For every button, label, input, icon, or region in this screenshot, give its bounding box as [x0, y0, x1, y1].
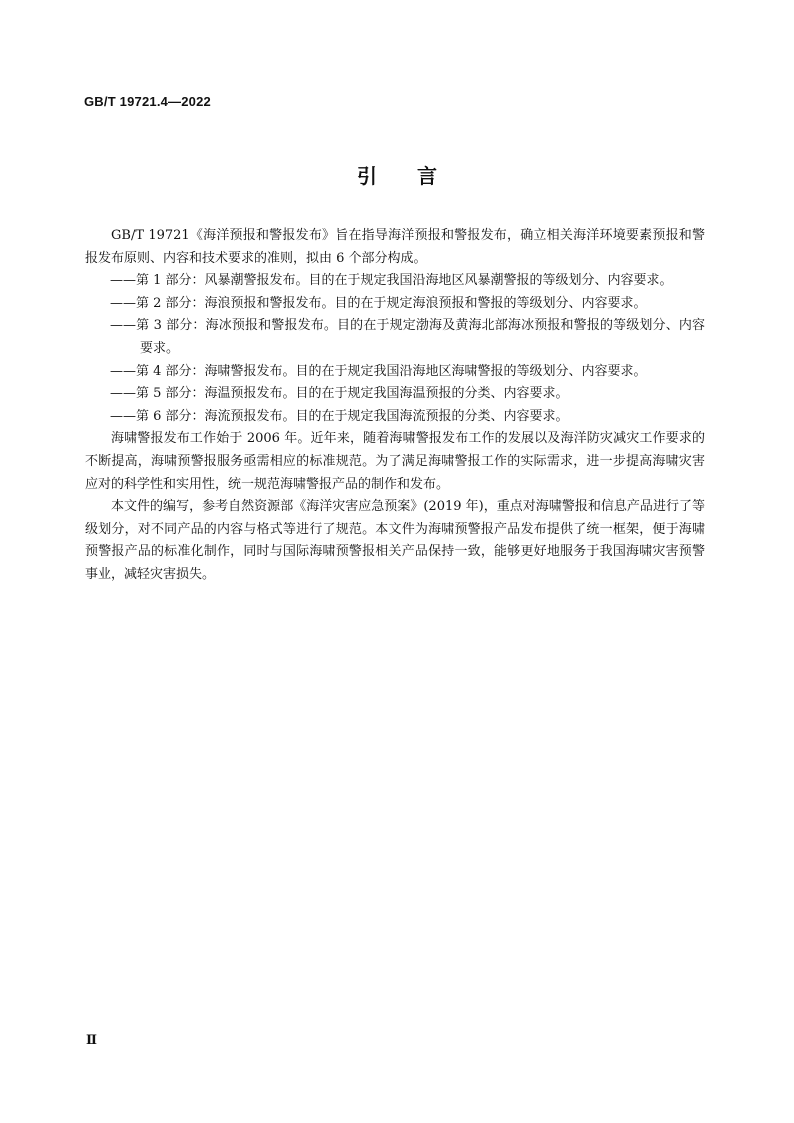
page-title-char-2: 言 [417, 164, 437, 188]
page-number: Ⅱ [86, 1033, 97, 1048]
purpose-paragraph: 本文件的编写，参考自然资源部《海洋灾害应急预案》(2019 年)，重点对海啸警报和信息产品进行了等级划分，对不同产品的内容与格式等进行了规范。本文件为海啸预警报产品发布提供了统一框架，便于海啸预警报产品的标准化制作，同时与国际海啸预警报相关产品保持一致，能够更好地服务于我国海啸灾害预警事业，减轻灾害损失。 [85, 499, 705, 582]
list-item-part-6: ——第 6 部分：海流预报发布。目的在于规定我国海流预报的分类、内容要求。 [110, 408, 569, 424]
document-code: GB/T 19721.4—2022 [84, 94, 211, 109]
introduction-body [85, 225, 705, 587]
list-item-part-4: ——第 4 部分：海啸警报发布。目的在于规定我国沿海地区海啸警报的等级划分、内容要求。 [110, 363, 647, 379]
intro-paragraph: GB/T 19721《海洋预报和警报发布》旨在指导海洋预报和警报发布，确立相关海洋环境要素预报和警报发布原则、内容和技术要求的准则，拟由 6 个部分构成。 [85, 228, 705, 266]
list-item-part-5: ——第 5 部分：海温预报发布。目的在于规定我国海温预报的分类、内容要求。 [110, 386, 569, 402]
page-title-char-1: 引 [357, 164, 377, 188]
list-item-part-1: ——第 1 部分：风暴潮警报发布。目的在于规定我国沿海地区风暴潮警报的等级划分、内容要求。 [110, 273, 673, 289]
background-paragraph: 海啸警报发布工作始于 2006 年。近年来，随着海啸警报发布工作的发展以及海洋防灾减灾工作要求的不断提高，海啸预警报服务亟需相应的标准规范。为了满足海啸警报工作的实际需求，进一步提高海啸灾害应对的科学性和实用性，统一规范海啸警报产品的制作和发布。 [85, 431, 705, 492]
list-item-part-2: ——第 2 部分：海浪预报和警报发布。目的在于规定海浪预报和警报的等级划分、内容要求。 [110, 295, 647, 311]
page-title [0, 160, 794, 189]
list-item-part-3: ——第 3 部分：海冰预报和警报发布。目的在于规定渤海及黄海北部海冰预报和警报的等级划分、内容要求。 [110, 318, 705, 356]
